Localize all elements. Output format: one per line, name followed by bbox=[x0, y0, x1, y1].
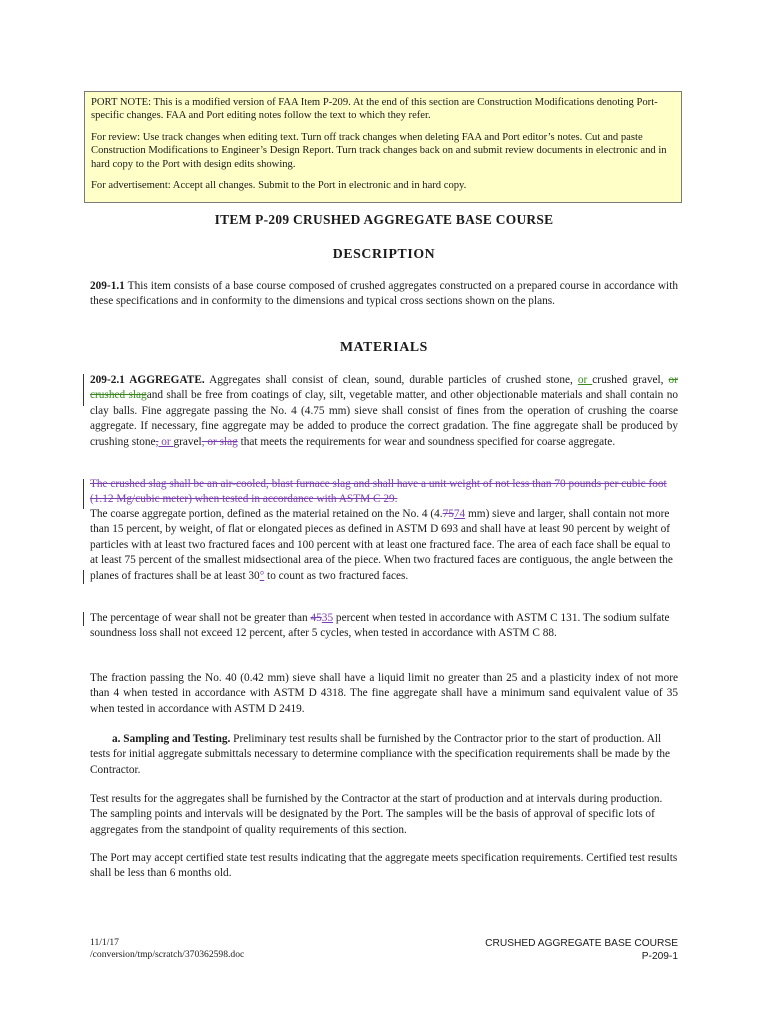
change-bar bbox=[83, 570, 84, 584]
port-note-advertisement: For advertisement: Accept all changes. Submit to the Port in electronic and in hard copy. bbox=[91, 180, 467, 192]
port-note-review: For review: Use track changes when editing text. Turn off track changes when deleting FAA and Port editor’s notes. Cut and paste Construction Modifications to Engineer’s Design Report. Turn track changes back on and submit review documents in electronic and in hard copy to the Port with design edits showing. bbox=[91, 131, 667, 170]
aggregate-text: that meets the requirements for wear and soundness specified for coarse aggregate. bbox=[237, 435, 616, 448]
change-bar bbox=[83, 374, 84, 406]
materials-heading: MATERIALS bbox=[340, 339, 428, 354]
coarse-text: mm) sieve and larger, shall contain not more than 15 percent, by weight, of flat or elongated pieces as defined in ASTM D 693 and shall have at least 90 percent by weight of particles with at least two fractured faces and 100 percent with at least one fractured face. The area of each face shall be equal to at least 75 percent of the smallest midsectional area of the piece. When two fractured faces are contiguous, the angle between the planes of fractures shall be at least 30 bbox=[90, 508, 673, 582]
footer-date: 11/1/17 bbox=[90, 937, 119, 948]
footer-right bbox=[485, 937, 678, 963]
footer-path: /conversion/tmp/scratch/370362598.doc bbox=[90, 948, 245, 960]
footer-title: CRUSHED AGGREGATE BASE COURSE bbox=[485, 938, 678, 949]
deleted-text: The crushed slag shall be an air-cooled, blast furnace slag and shall have a unit weight of not less than 70 pounds per cubic foot (1.12 Mg/cubic meter) when tested in accordance with ASTM C 29. bbox=[90, 478, 667, 505]
sampling-text: Preliminary test results shall be furnished by the Contractor prior to the start of production. All tests for initial aggregate submittals necessary to determine compliance with the specification requirements shall be made by the Contractor. bbox=[90, 733, 671, 776]
inserted-text: ° bbox=[259, 569, 265, 582]
section-text: This item consists of a base course composed of crushed aggregates constructed on a prepared course in accordance with these specifications and in conformity to the dimensions and typical cross sections shown on the plans. bbox=[90, 280, 678, 308]
aggregate-text: gravel bbox=[173, 435, 202, 448]
aggregate-text: Aggregates shall consist of clean, sound, durable particles of crushed stone, bbox=[204, 374, 578, 386]
fraction-paragraph: The fraction passing the No. 40 (0.42 mm) sieve shall have a liquid limit no greater than 25 and a plasticity index of not more than 4 when tested in accordance with ASTM D 4318. The fine aggregate shall have a minimum sand equivalent value of 35 when tested in accordance with ASTM D 2419. bbox=[90, 672, 678, 715]
footer-page: P-209-1 bbox=[641, 951, 678, 962]
sampling-label: a. Sampling and Testing. bbox=[112, 733, 231, 745]
aggregate-text: crushed gravel, bbox=[592, 374, 669, 386]
section-209-2-1 bbox=[90, 373, 678, 450]
port-accept-paragraph: The Port may accept certified state test results indicating that the aggregate meets specification requirements. Certified test results shall be less than 6 months old. bbox=[90, 852, 678, 880]
section-209-1-1 bbox=[90, 279, 678, 310]
deleted-text: or crushed slag bbox=[90, 374, 678, 402]
inserted-text: or bbox=[577, 374, 593, 386]
item-title: ITEM P-209 CRUSHED AGGREGATE BASE COURSE bbox=[214, 212, 554, 227]
inserted-text: 74 bbox=[453, 508, 466, 520]
inserted-text: 35 bbox=[321, 612, 334, 624]
aggregate-text: and shall be free from coatings of clay, silt, vegetable matter, and other objectionable materials and shall contain no clay balls. Fine aggregate passing the No. 4 (4.75 mm) sieve shall consist of fines from the operation of crushing the coarse aggregate. If necessary, fine aggregate may be added to produce the correct gradation. The fine aggregate shall be produced by crushing stone bbox=[90, 389, 678, 448]
wear-text: The percentage of wear shall not be greater than bbox=[90, 612, 311, 624]
port-note-intro: PORT NOTE: This is a modified version of FAA Item P-209. At the end of this section are Construction Modifications denoting Port-specific changes. FAA and Port editing notes follow the text to which they refer. bbox=[91, 97, 658, 122]
deleted-text: , bbox=[155, 435, 159, 448]
coarse-text: to count as two fractured faces. bbox=[264, 569, 409, 582]
wear-paragraph bbox=[90, 611, 678, 642]
coarse-aggregate-paragraph bbox=[90, 507, 678, 584]
test-results-paragraph: Test results for the aggregates shall be furnished by the Contractor at the start of production and at intervals during production. The sampling points and intervals will be designated by the Port. The samples will be the basis of approval of specific lots of aggregates from the standpoint of quality requirements of this section. bbox=[90, 793, 663, 836]
coarse-text: The coarse aggregate portion, defined as the material retained on the No. 4 (4. bbox=[90, 508, 443, 520]
change-bar bbox=[83, 479, 84, 509]
inserted-text: or bbox=[158, 435, 174, 448]
section-title: AGGREGATE. bbox=[124, 374, 205, 386]
section-number: 209-1.1 bbox=[90, 280, 125, 292]
footer-left bbox=[90, 937, 244, 960]
sampling-paragraph bbox=[90, 732, 678, 778]
change-bar bbox=[83, 612, 84, 626]
deleted-text: , or slag bbox=[201, 435, 238, 448]
section-number: 209-2.1 bbox=[90, 374, 125, 386]
wear-text: percent when tested in accordance with ASTM C 131. The sodium sulfate soundness loss shall not exceed 12 percent, after 5 cycles, when tested in accordance with ASTM C 88. bbox=[90, 612, 670, 640]
deleted-text: 75 bbox=[442, 508, 454, 520]
port-note-box bbox=[84, 91, 682, 203]
deleted-text: 45 bbox=[310, 612, 322, 624]
description-heading: DESCRIPTION bbox=[332, 246, 436, 261]
deleted-slag-paragraph bbox=[90, 477, 678, 507]
